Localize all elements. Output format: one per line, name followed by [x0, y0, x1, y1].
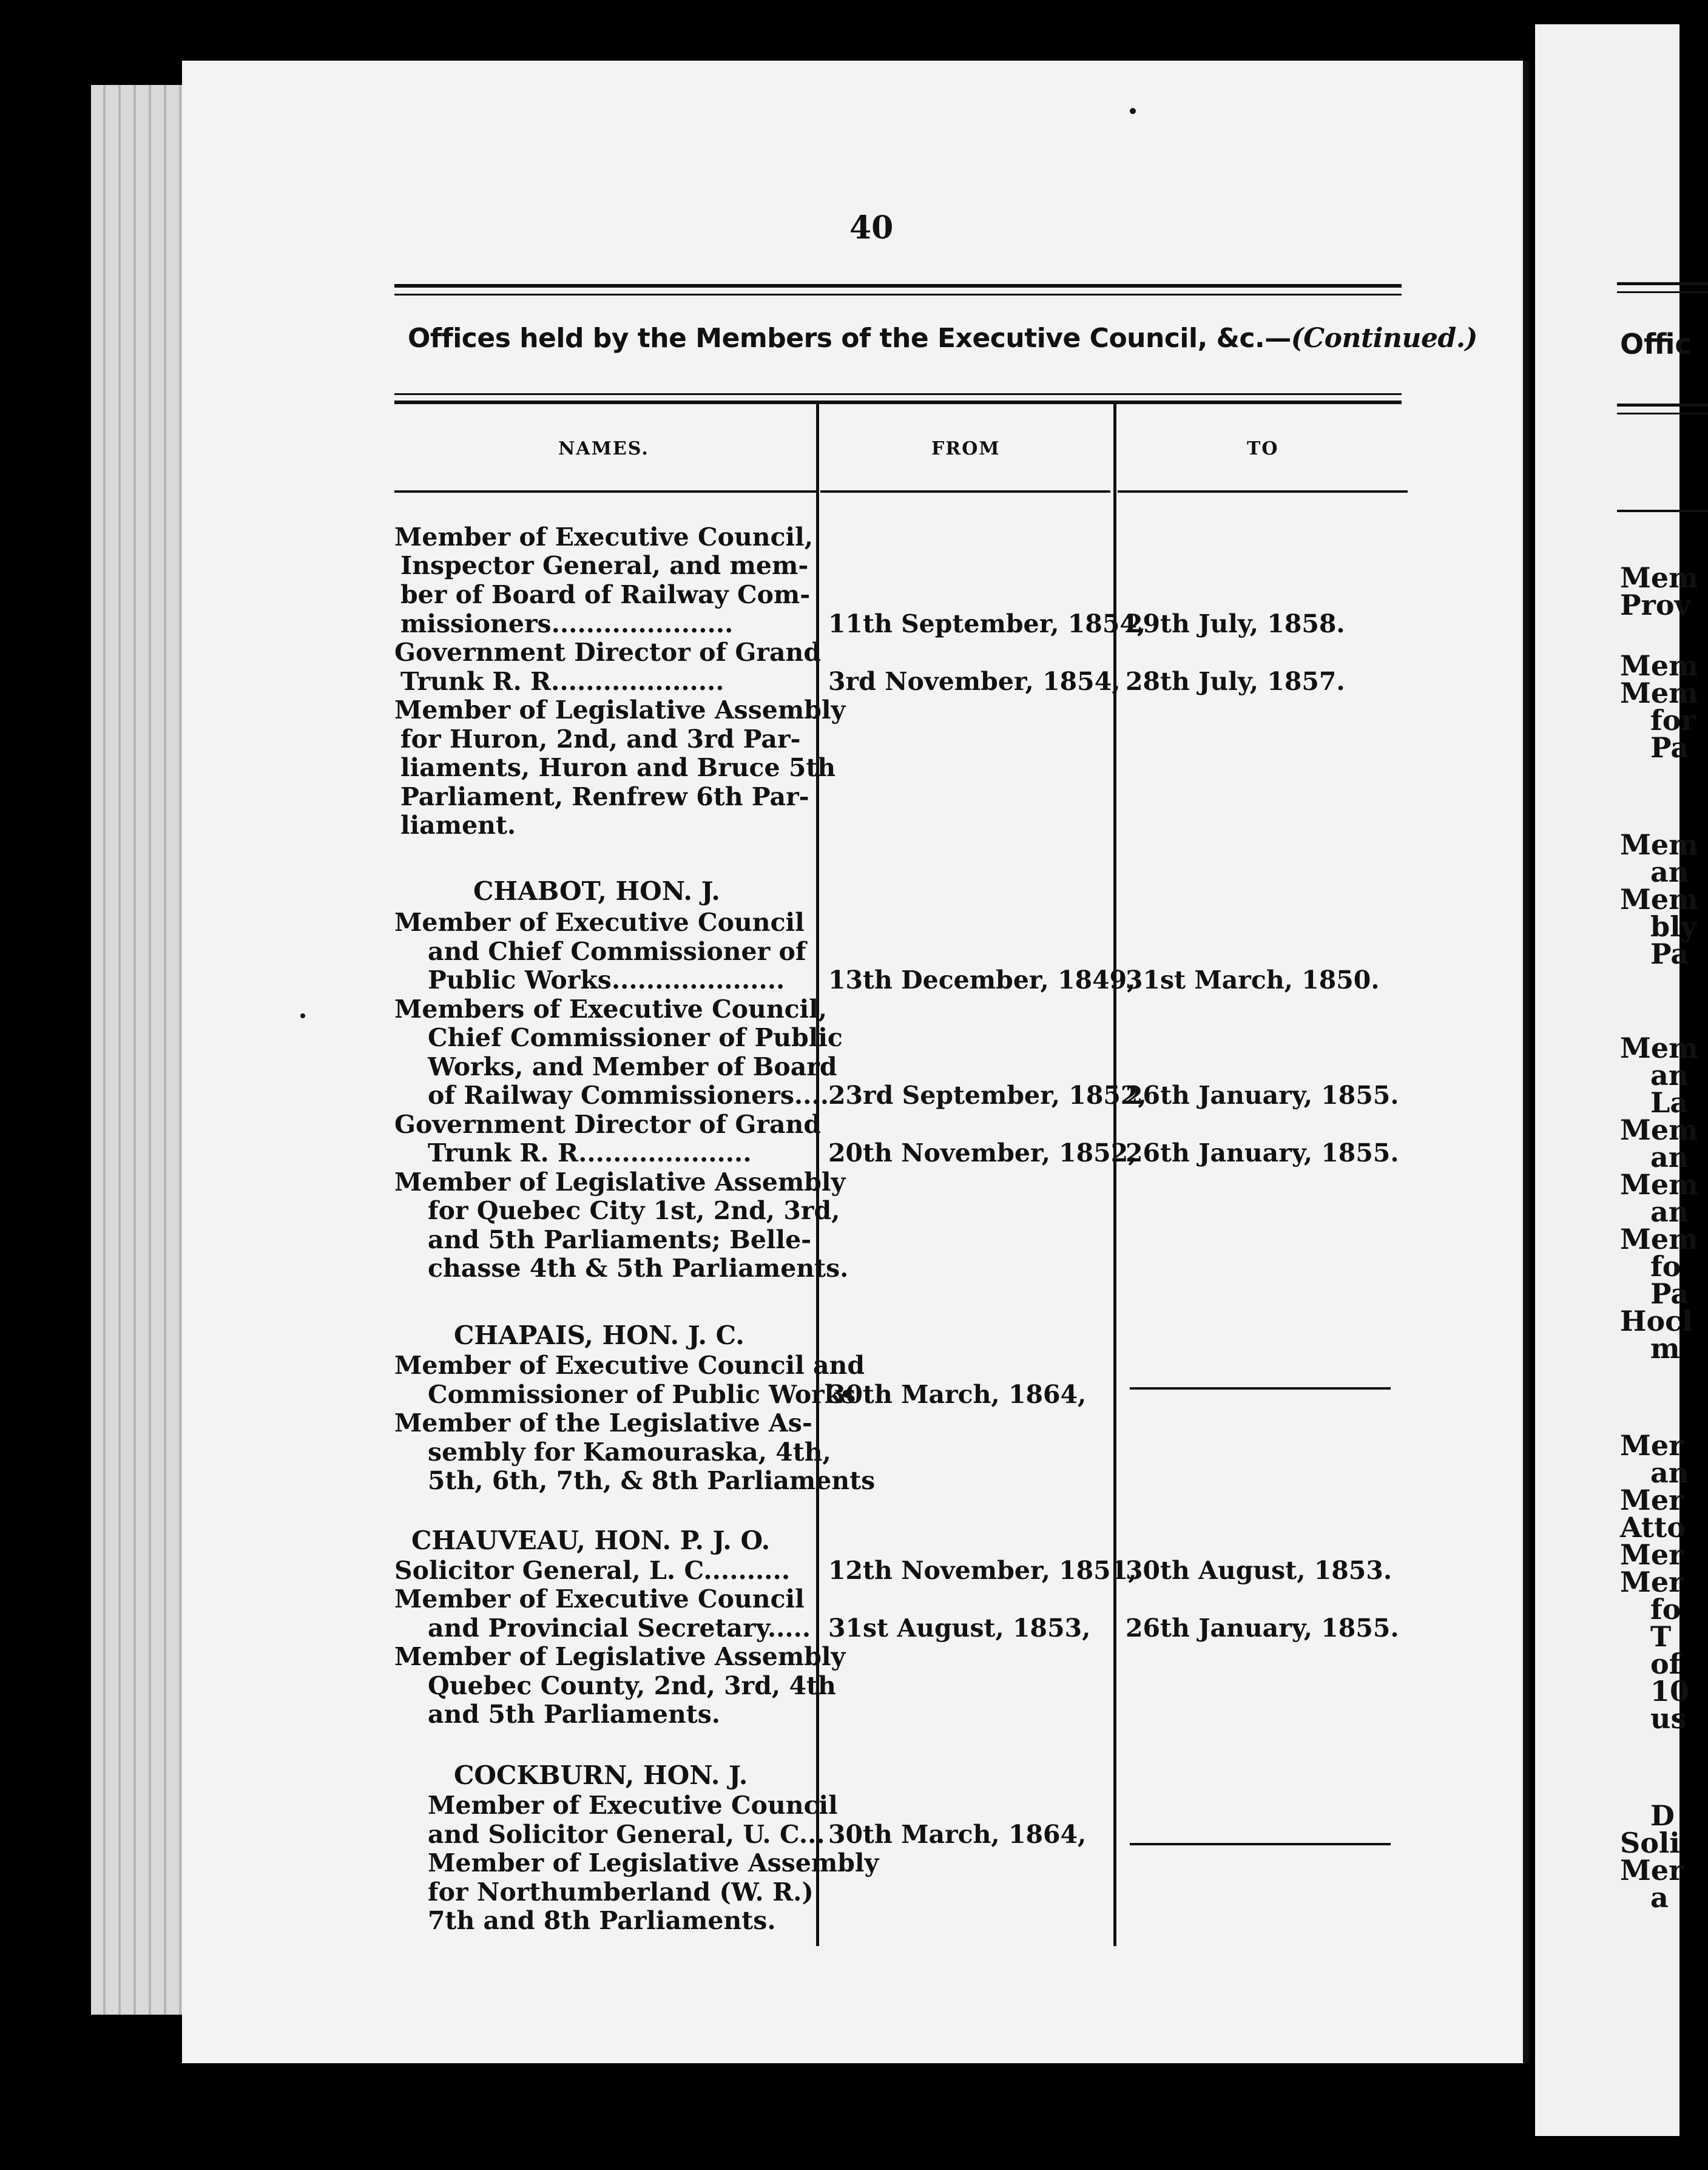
entry-line: Member of Executive Council and: [394, 1351, 865, 1380]
to-date: 26th January, 1855.: [1126, 1614, 1399, 1643]
facing-page-line: Mer: [1620, 1429, 1684, 1462]
from-date: 31st August, 1853,: [828, 1614, 1091, 1643]
entry-line: missioners.....................: [400, 609, 734, 638]
to-date: 31st March, 1850.: [1126, 965, 1380, 995]
entry-line: and 5th Parliaments; Belle-: [428, 1225, 812, 1254]
facing-page-line: Mem: [1620, 883, 1698, 916]
entry-line: Member of Executive Council,: [394, 522, 813, 552]
entry-line: Government Director of Grand: [394, 638, 822, 667]
facing-page-line: fo: [1650, 1250, 1681, 1283]
title-rule-bottom-thick: [394, 401, 1402, 404]
entry-line: Quebec County, 2nd, 3rd, 4th: [428, 1671, 836, 1700]
member-name: CHAUVEAU, HON. P. J. O.: [411, 1526, 771, 1555]
from-date: 30th March, 1864,: [828, 1820, 1087, 1849]
facing-page-line: us: [1650, 1702, 1687, 1735]
facing-page-line: fo: [1650, 1593, 1681, 1626]
entry-line: Member of Legislative Assembly: [394, 695, 846, 725]
facing-page-line: an: [1650, 1059, 1689, 1092]
facing-page-line: D: [1650, 1799, 1675, 1832]
facing-page-line: an: [1650, 1195, 1689, 1228]
title-rule-top: [394, 284, 1402, 288]
entry-line: for Northumberland (W. R.): [428, 1878, 814, 1907]
entry-line: and Chief Commissioner of: [428, 937, 806, 966]
entry-line: and Solicitor General, U. C...: [428, 1820, 825, 1849]
entry-line: Public Works....................: [428, 965, 785, 995]
to-date: 29th July, 1858.: [1126, 609, 1345, 638]
facing-page-line: m: [1650, 1332, 1680, 1365]
title-rule-top-thin: [394, 294, 1402, 296]
open-term-dash-chapais: [1130, 1387, 1391, 1390]
facing-page-line: Pa: [1650, 731, 1689, 764]
facing-page-line: Mem: [1620, 561, 1698, 594]
entry-line: Member of Legislative Assembly: [428, 1848, 879, 1878]
column-header-to: TO: [1247, 438, 1279, 459]
entry-line: Solicitor General, L. C..........: [394, 1556, 791, 1585]
facing-page-line: La: [1650, 1086, 1689, 1119]
from-date: 30th March, 1864,: [828, 1380, 1087, 1409]
facing-page-title: Offic: [1620, 328, 1692, 360]
entry-line: Commissioner of Public Works: [428, 1380, 856, 1409]
facing-page-line: bly: [1650, 910, 1697, 943]
page-number: 40: [849, 209, 894, 246]
page-title-main: Offices held by the Members of the Executive Council, &c.—: [408, 323, 1291, 354]
title-rule-bottom: [394, 393, 1402, 395]
header-underline-from: [820, 490, 1110, 493]
entry-line: liament.: [400, 811, 516, 840]
page-title: [408, 323, 1477, 354]
from-date: 20th November, 1852,: [828, 1138, 1137, 1168]
to-date: 30th August, 1853.: [1126, 1556, 1392, 1585]
facing-page-line: Mer: [1620, 1484, 1684, 1516]
column-header-names: NAMES.: [558, 438, 649, 459]
facing-page-line: of: [1650, 1648, 1681, 1680]
from-date: 12th November, 1851,: [828, 1556, 1137, 1585]
facing-page-line: Mem: [1620, 1168, 1698, 1201]
entry-line: Members of Executive Council,: [394, 995, 828, 1024]
entry-line: Member of Legislative Assembly: [394, 1168, 846, 1197]
entry-line: of Railway Commissioners....: [428, 1081, 829, 1110]
entry-line: for Quebec City 1st, 2nd, 3rd,: [428, 1196, 840, 1225]
entry-line: Parliament, Renfrew 6th Par-: [400, 782, 809, 811]
entry-line: sembly for Kamouraska, 4th,: [428, 1438, 831, 1467]
facing-page-line: Pa: [1650, 1277, 1689, 1310]
entry-line: liaments, Huron and Bruce 5th: [400, 753, 836, 782]
entry-line: 7th and 8th Parliaments.: [428, 1906, 776, 1935]
ink-speck: [1130, 108, 1136, 114]
facing-page-line: a: [1650, 1881, 1669, 1914]
entry-line: Government Director of Grand: [394, 1110, 822, 1139]
entry-line: ber of Board of Railway Com-: [400, 580, 811, 609]
entry-line: Trunk R. R....................: [428, 1138, 752, 1168]
facing-page-line: Mem: [1620, 828, 1698, 861]
entry-line: Chief Commissioner of Public: [428, 1023, 843, 1052]
from-date: 3rd November, 1854,: [828, 667, 1121, 696]
facing-page-line: Mem: [1620, 1114, 1698, 1146]
header-underline-to: [1118, 490, 1408, 493]
ink-speck: [300, 1013, 305, 1018]
member-name: COCKBURN, HON. J.: [454, 1760, 748, 1790]
to-date: 26th January, 1855.: [1126, 1081, 1399, 1110]
facing-page-line: Hocl: [1620, 1305, 1693, 1337]
open-term-dash-cockburn: [1130, 1843, 1391, 1845]
facing-page-line: Mem: [1620, 1032, 1698, 1064]
book-page: [182, 61, 1529, 2063]
from-date: 11th September, 1854,: [828, 609, 1146, 638]
entry-line: Member of Executive Council: [428, 1791, 838, 1820]
entry-line: and 5th Parliaments.: [428, 1700, 721, 1729]
entry-line: 5th, 6th, 7th, & 8th Parliaments: [428, 1466, 876, 1495]
header-underline-names: [394, 490, 819, 493]
entry-line: for Huron, 2nd, and 3rd Par-: [400, 725, 801, 754]
entry-line: Member of Executive Council: [394, 1584, 805, 1614]
facing-page-line: Mem: [1620, 677, 1698, 709]
page-title-continued: (Continued.): [1291, 323, 1477, 354]
to-date: 26th January, 1855.: [1126, 1138, 1399, 1168]
facing-page-line: an: [1650, 1456, 1689, 1489]
from-date: 13th December, 1849,: [828, 965, 1136, 995]
facing-page-line: T: [1650, 1620, 1672, 1653]
entry-line: Trunk R. R....................: [400, 667, 724, 696]
facing-page-line: Mer: [1620, 1538, 1684, 1571]
entry-line: Member of Legislative Assembly: [394, 1642, 846, 1671]
facing-page-line: Atto: [1620, 1511, 1686, 1544]
facing-page: [1535, 24, 1698, 2136]
facing-page-line: an: [1650, 856, 1689, 888]
entry-line: and Provincial Secretary.....: [428, 1614, 811, 1643]
facing-page-line: Mer: [1620, 1854, 1684, 1887]
facing-page-line: for: [1650, 704, 1696, 737]
entry-line: Inspector General, and mem-: [400, 551, 809, 580]
column-header-from: FROM: [931, 438, 1001, 459]
entry-line: Works, and Member of Board: [428, 1052, 837, 1081]
facing-page-line: Pa: [1650, 938, 1689, 970]
facing-page-line: Soli: [1620, 1827, 1680, 1859]
page-block-edge: [91, 85, 188, 2015]
to-date: 28th July, 1857.: [1126, 667, 1345, 696]
facing-page-line: Mem: [1620, 649, 1698, 682]
entry-line: chasse 4th & 5th Parliaments.: [428, 1254, 849, 1283]
member-name: CHAPAIS, HON. J. C.: [454, 1320, 744, 1350]
facing-page-line: Prov: [1620, 589, 1691, 621]
facing-page-line: an: [1650, 1141, 1689, 1174]
member-name: CHABOT, HON. J.: [473, 876, 720, 906]
facing-page-line: Mem: [1620, 1223, 1698, 1256]
facing-page-line: Mer: [1620, 1566, 1684, 1598]
entry-line: Member of Executive Council: [394, 908, 805, 937]
facing-page-line: 10: [1650, 1675, 1690, 1708]
from-date: 23rd September, 1852,: [828, 1081, 1147, 1110]
entry-line: Member of the Legislative As-: [394, 1408, 812, 1438]
